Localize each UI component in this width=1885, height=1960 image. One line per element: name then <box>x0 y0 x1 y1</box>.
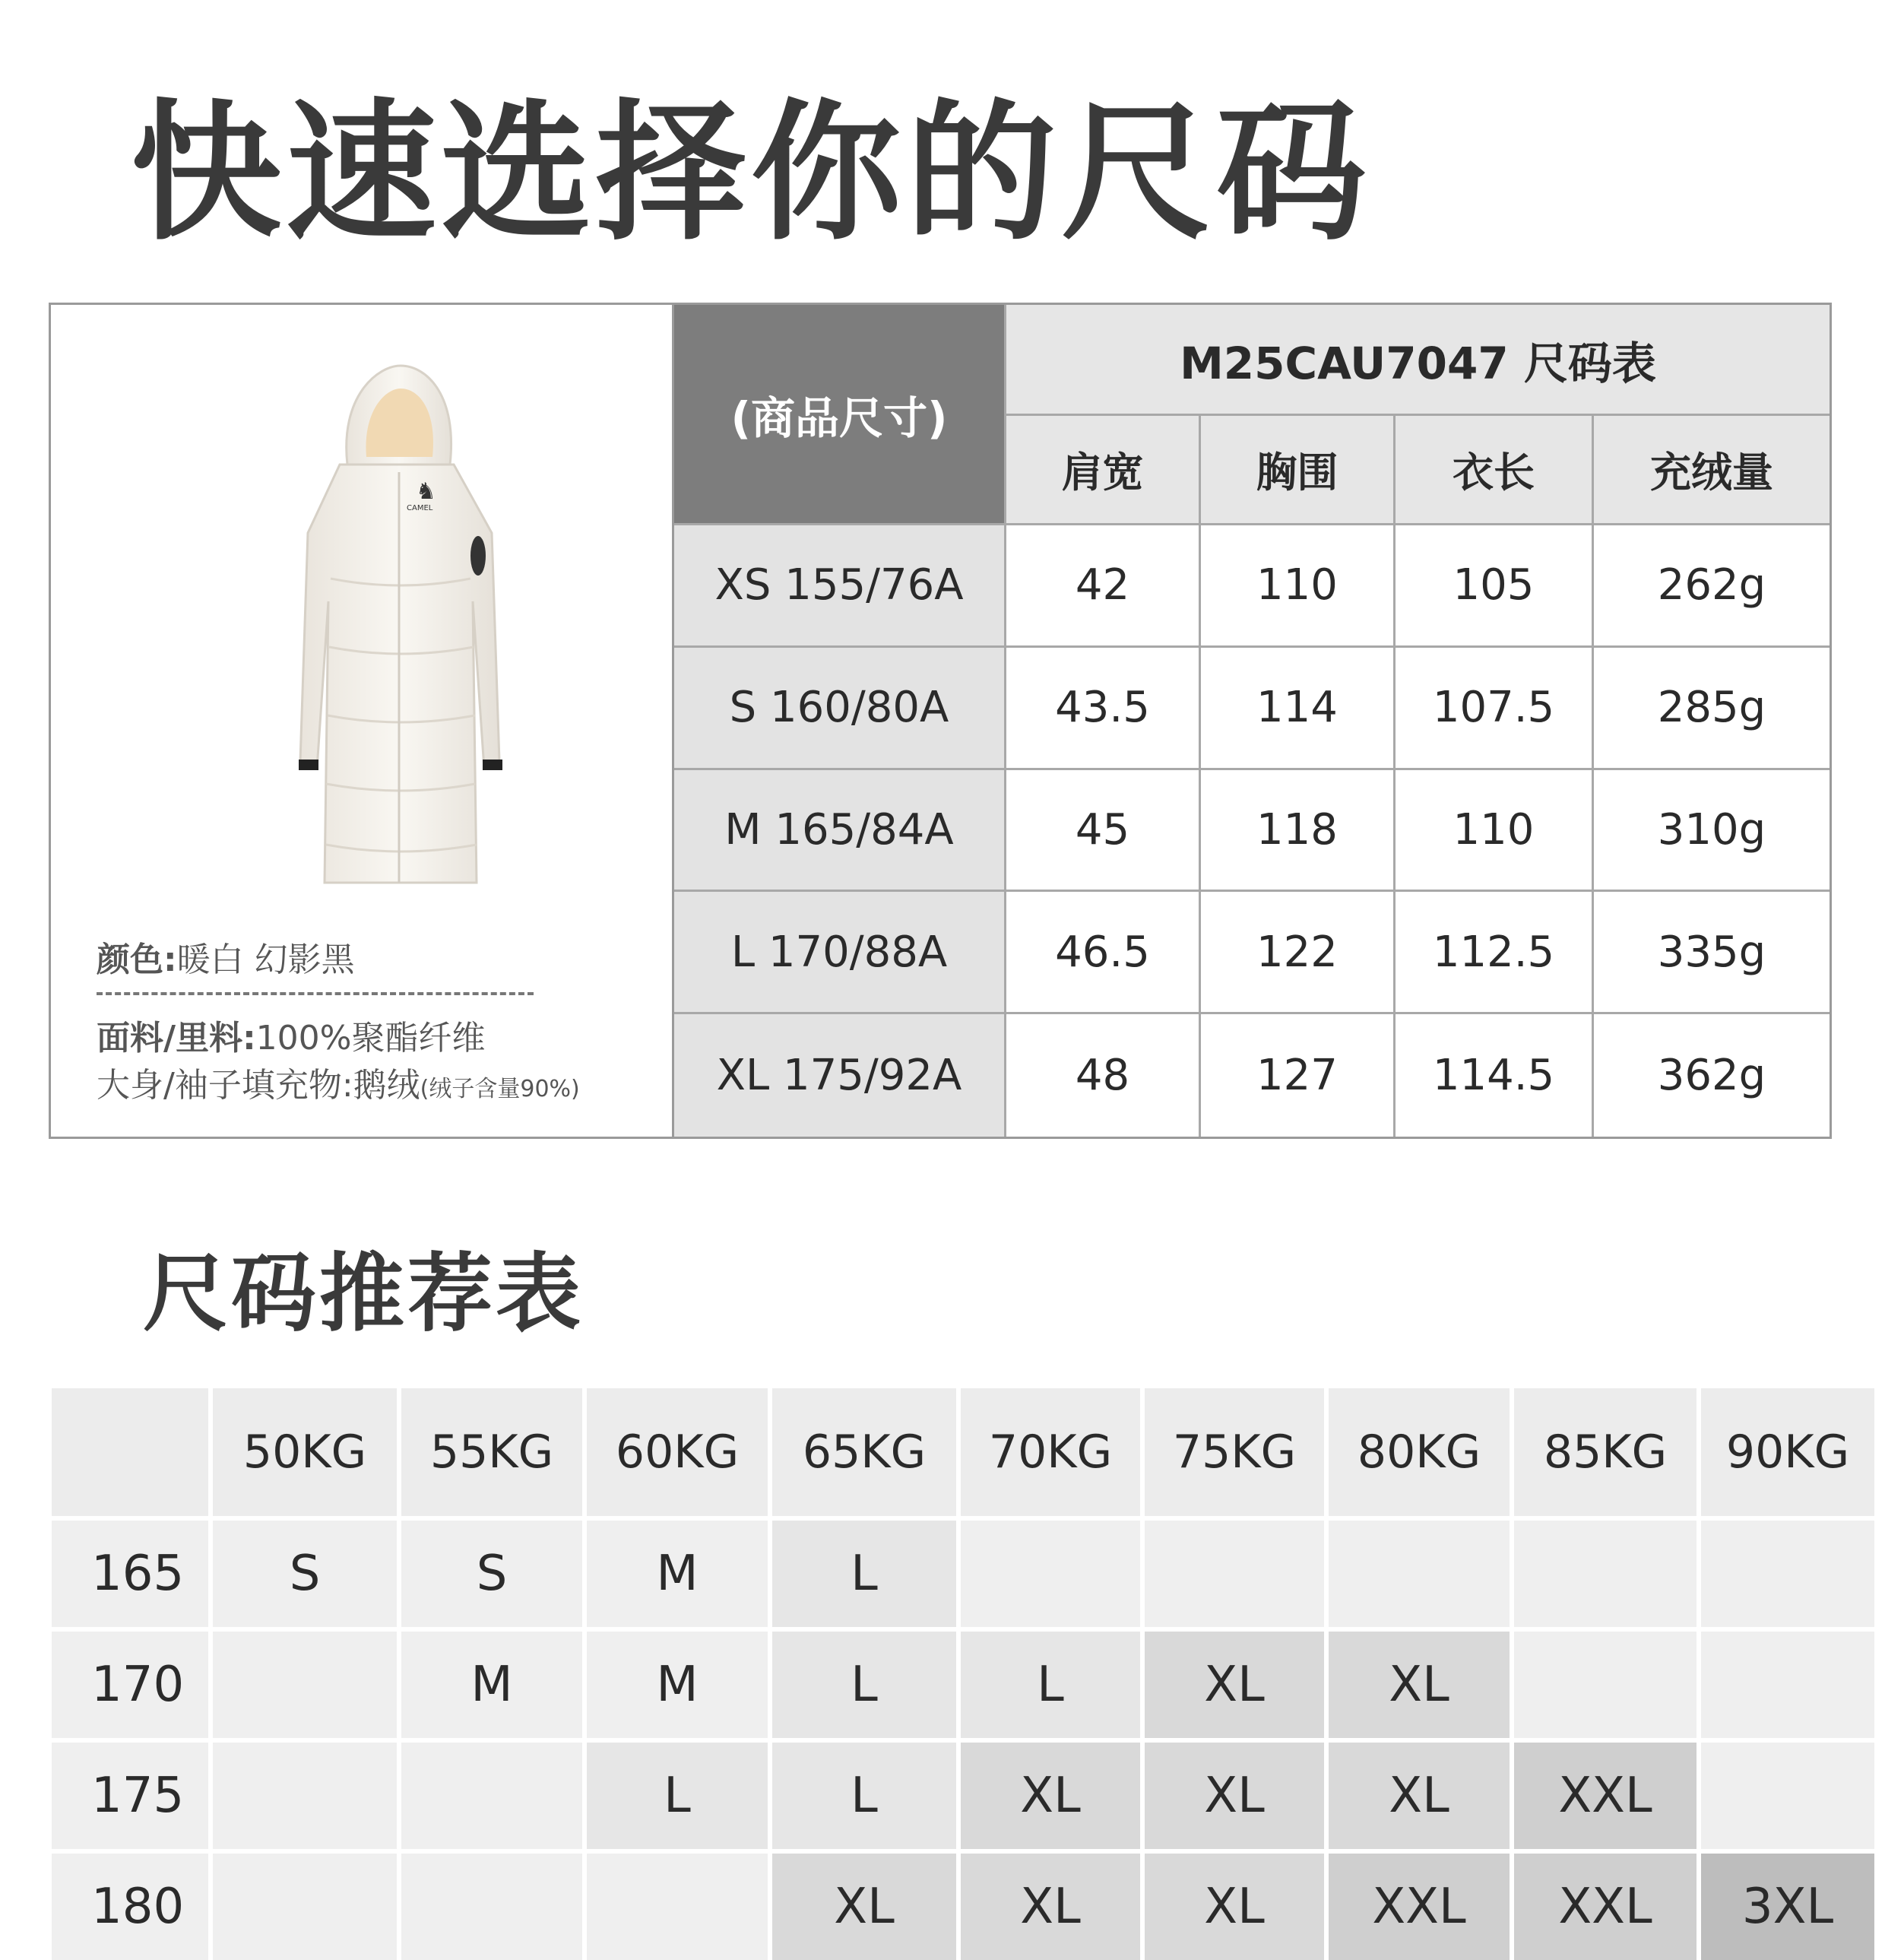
spec-cell: 107.5 <box>1396 648 1594 770</box>
fabric-label: 面料/里料: <box>97 1019 256 1058</box>
size-cell: L 170/88A <box>674 892 1006 1014</box>
page-title: 快速选择你的尺码 <box>131 85 1371 261</box>
color-label: 颜色: <box>97 940 177 979</box>
weight-header: 75KG <box>1145 1388 1324 1516</box>
recommended-size-cell <box>961 1521 1140 1627</box>
recommended-size-cell: 3XL <box>1701 1854 1874 1960</box>
fill-info <box>97 1058 580 1106</box>
height-header: 180 <box>52 1854 208 1960</box>
recommended-size-cell <box>213 1854 397 1960</box>
weight-header: 90KG <box>1701 1388 1874 1516</box>
recommended-size-cell: XL <box>961 1743 1140 1849</box>
col-header: 衣长 <box>1396 416 1594 525</box>
corner-cell <box>52 1388 208 1516</box>
recommended-size-cell <box>1701 1521 1874 1627</box>
spec-cell: 110 <box>1201 525 1396 648</box>
recommended-size-cell: XL <box>1329 1743 1510 1849</box>
recommended-size-cell: XXL <box>1329 1854 1510 1960</box>
spec-cell: 43.5 <box>1006 648 1201 770</box>
spec-cell: 114 <box>1201 648 1396 770</box>
recommended-size-cell <box>1701 1743 1874 1849</box>
dashed-divider <box>97 992 534 995</box>
size-cell: M 165/84A <box>674 770 1006 893</box>
recommended-size-cell <box>587 1854 768 1960</box>
recommended-size-cell <box>1145 1521 1324 1627</box>
fabric-value: 100%聚酯纤维 <box>255 1019 486 1058</box>
weight-header: 65KG <box>772 1388 956 1516</box>
recommended-size-cell: S <box>401 1521 582 1627</box>
spec-cell: 48 <box>1006 1014 1201 1137</box>
size-cell: XS 155/76A <box>674 525 1006 648</box>
recommended-size-cell: L <box>772 1521 956 1627</box>
size-cell: S 160/80A <box>674 648 1006 770</box>
recommended-size-cell: XXL <box>1514 1854 1696 1960</box>
model-header: M25CAU7047 尺码表 <box>1006 305 1830 416</box>
spec-cell: 42 <box>1006 525 1201 648</box>
weight-header: 85KG <box>1514 1388 1696 1516</box>
color-value: 暖白 幻影黑 <box>176 940 355 979</box>
recommended-size-cell: M <box>587 1521 768 1627</box>
col-header: 胸围 <box>1201 416 1396 525</box>
spec-cell: 118 <box>1201 770 1396 893</box>
recommended-size-cell: M <box>587 1632 768 1738</box>
dim-header: (商品尺寸) <box>674 305 1006 525</box>
spec-cell: 105 <box>1396 525 1594 648</box>
size-spec-table <box>49 303 1832 1139</box>
recommended-size-cell: L <box>587 1743 768 1849</box>
recommended-size-cell: L <box>961 1632 1140 1738</box>
fill-label: 大身/袖子填充物: <box>97 1066 353 1105</box>
svg-text:♞: ♞ <box>416 478 436 505</box>
spec-cell: 362g <box>1657 1051 1766 1101</box>
recommended-size-cell <box>401 1854 582 1960</box>
height-header: 175 <box>52 1743 208 1849</box>
spec-cell: 110 <box>1396 770 1594 893</box>
recommendation-title: 尺码推荐表 <box>143 1245 584 1343</box>
fabric-info <box>97 1010 485 1059</box>
down-coat-image <box>264 350 530 898</box>
spec-cell: 127 <box>1201 1014 1396 1137</box>
spec-cell: 310g <box>1594 770 1830 893</box>
recommended-size-cell <box>1329 1521 1510 1627</box>
product-panel <box>51 305 674 1137</box>
recommended-size-cell: XL <box>1145 1743 1324 1849</box>
recommended-size-cell <box>213 1632 397 1738</box>
height-header: 170 <box>52 1632 208 1738</box>
recommended-size-cell: L <box>772 1632 956 1738</box>
recommended-size-cell <box>1514 1521 1696 1627</box>
weight-header: 70KG <box>961 1388 1140 1516</box>
spec-grid <box>674 305 1830 1137</box>
fill-value: 鹅绒 <box>353 1066 420 1105</box>
recommended-size-cell: M <box>401 1632 582 1738</box>
weight-header: 80KG <box>1329 1388 1510 1516</box>
size-recommendation-table <box>52 1388 1850 1935</box>
recommended-size-cell <box>1701 1632 1874 1738</box>
recommended-size-cell: L <box>772 1743 956 1849</box>
weight-header: 60KG <box>587 1388 768 1516</box>
col-header: 肩宽 <box>1006 416 1201 525</box>
recommended-size-cell: S <box>213 1521 397 1627</box>
spec-cell: 262g <box>1594 525 1830 648</box>
col-header: 充绒量 <box>1594 416 1830 525</box>
spec-cell: 45 <box>1006 770 1201 893</box>
recommended-size-cell: XL <box>1145 1854 1324 1960</box>
spec-cell: 46.5 <box>1006 892 1201 1014</box>
recommended-size-cell <box>213 1743 397 1849</box>
spec-cell: 112.5 <box>1396 892 1594 1014</box>
spec-cell: 114.5 <box>1396 1014 1594 1137</box>
recommended-size-cell <box>1514 1632 1696 1738</box>
color-info <box>97 932 355 981</box>
recommended-size-cell: XL <box>1329 1632 1510 1738</box>
spec-cell: 122 <box>1201 892 1396 1014</box>
fill-note: (绒子含量90%) <box>420 1076 580 1102</box>
spec-cell: 335g <box>1594 892 1830 1014</box>
recommended-size-cell: XL <box>1145 1632 1324 1738</box>
spec-cell: 285g <box>1594 648 1830 770</box>
recommended-size-cell: XL <box>961 1854 1140 1960</box>
weight-header: 55KG <box>401 1388 582 1516</box>
size-cell: XL 175/92A <box>674 1014 1006 1137</box>
weight-header: 50KG <box>213 1388 397 1516</box>
height-header: 165 <box>52 1521 208 1627</box>
recommended-size-cell: XL <box>772 1854 956 1960</box>
recommended-size-cell: XXL <box>1514 1743 1696 1849</box>
logo-text: CAMEL <box>407 504 433 512</box>
recommended-size-cell <box>401 1743 582 1849</box>
